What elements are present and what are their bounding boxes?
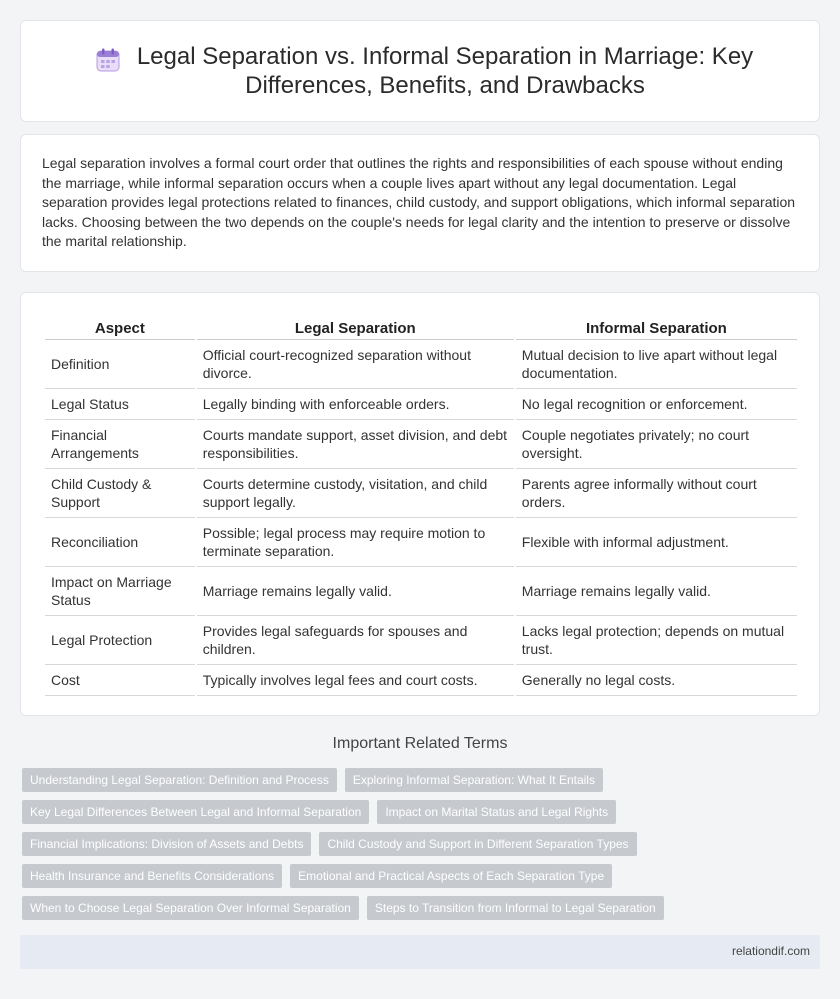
table-cell: Courts mandate support, asset division, and debt responsibilities. [197,420,514,469]
table-row [45,665,797,696]
table-cell: Marriage remains legally valid. [516,567,797,616]
footer-site-link[interactable]: relationdif.com [731,944,810,958]
table-cell: No legal recognition or enforcement. [516,389,797,420]
table-cell: Reconciliation [45,518,195,567]
related-term-tag[interactable]: Impact on Marital Status and Legal Rights [377,800,616,824]
table-row [45,389,797,420]
table-cell: Official court-recognized separation without divorce. [197,340,514,389]
table-row [45,616,797,665]
related-term-tag[interactable]: Health Insurance and Benefits Considerations [22,864,282,888]
comparison-card [20,292,820,716]
table-cell: Flexible with informal adjustment. [516,518,797,567]
table-row [45,469,797,518]
related-term-tag[interactable]: Financial Implications: Division of Assets and Debts [22,832,311,856]
table-cell: Legal Protection [45,616,195,665]
related-term-tag[interactable]: Emotional and Practical Aspects of Each Separation Type [290,864,612,888]
table-cell: Marriage remains legally valid. [197,567,514,616]
related-term-tag[interactable]: Exploring Informal Separation: What It Entails [345,768,603,792]
related-term-tag[interactable]: Key Legal Differences Between Legal and Informal Separation [22,800,369,824]
related-term-tag[interactable]: When to Choose Legal Separation Over Informal Separation [22,896,359,920]
column-header: Legal Separation [197,313,514,340]
title-card [20,20,820,122]
related-term-tag[interactable]: Steps to Transition from Informal to Legal Separation [367,896,664,920]
comparison-table [43,313,799,696]
intro-card [20,134,820,272]
table-cell: Legal Status [45,389,195,420]
related-term-tag[interactable]: Understanding Legal Separation: Definition and Process [22,768,337,792]
related-terms-heading: Important Related Terms [332,735,508,752]
table-row [45,340,797,389]
table-cell: Lacks legal protection; depends on mutual trust. [516,616,797,665]
related-terms-list [22,768,822,928]
table-cell: Mutual decision to live apart without legal documentation. [516,340,797,389]
table-cell: Parents agree informally without court orders. [516,469,797,518]
table-cell: Impact on Marriage Status [45,567,195,616]
table-cell: Possible; legal process may require motion to terminate separation. [197,518,514,567]
table-cell: Child Custody & Support [45,469,195,518]
table-cell: Financial Arrangements [45,420,195,469]
table-cell: Legally binding with enforceable orders. [197,389,514,420]
table-cell: Definition [45,340,195,389]
table-cell: Generally no legal costs. [516,665,797,696]
table-cell: Provides legal safeguards for spouses and children. [197,616,514,665]
table-cell: Cost [45,665,195,696]
related-term-tag[interactable]: Child Custody and Support in Different Separation Types [319,832,636,856]
table-header-row [45,313,797,340]
table-row [45,567,797,616]
column-header: Aspect [45,313,195,340]
table-cell: Typically involves legal fees and court costs. [197,665,514,696]
table-cell: Courts determine custody, visitation, and child support legally. [197,469,514,518]
column-header: Informal Separation [516,313,797,340]
page-title: Legal Separation vs. Informal Separation in Marriage: Key Differences, Benefits, and Drawbacks [136,43,754,99]
table-row [45,518,797,567]
intro-paragraph: Legal separation involves a formal court order that outlines the rights and responsibilities of each spouse without ending the marriage, while informal separation occurs when a couple lives apart without any legal documentation. Legal separation provides legal protections related to finances, child custody, and support obligations, which informal separation lacks. Choosing between the two depends on the couple's needs for legal clarity and the intention to preserve or dissolve the marital relationship. [42,155,796,249]
table-row [45,420,797,469]
table-cell: Couple negotiates privately; no court oversight. [516,420,797,469]
footer [20,935,820,969]
